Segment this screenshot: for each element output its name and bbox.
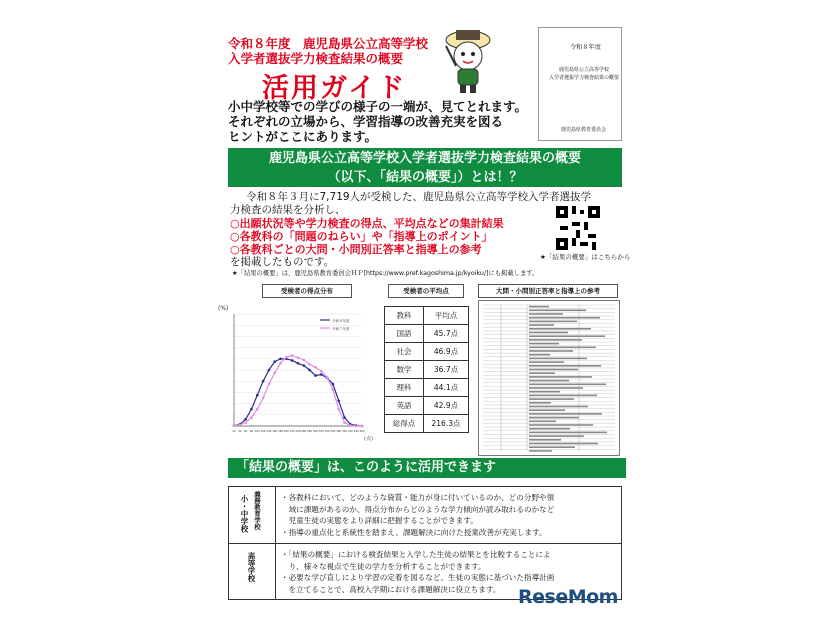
- x-tick-label: 100: [254, 430, 260, 433]
- subject-cell: 国語: [385, 325, 424, 343]
- legend-label: 令和８年度: [332, 319, 350, 323]
- x-tick-label: 420: [347, 430, 353, 433]
- rate-text-block: [529, 443, 598, 445]
- x-tick-label: 180: [278, 430, 284, 433]
- data-point: [343, 416, 346, 419]
- data-point: [268, 383, 271, 386]
- row1-line-4: ・指導の重点化と系統性を踏まえ、課題解決に向けた授業改善が充実します。: [281, 527, 547, 537]
- data-point: [337, 400, 340, 403]
- x-tick-label: 440: [353, 430, 359, 433]
- data-point: [233, 424, 236, 427]
- guide-heading: 活用ガイド: [262, 73, 407, 104]
- data-point: [250, 408, 253, 411]
- data-point: [273, 372, 276, 375]
- rate-text-block: [529, 387, 583, 389]
- x-tick-label: 460: [359, 430, 365, 433]
- avg-table-header: [385, 307, 469, 325]
- data-point: [314, 366, 317, 369]
- legend-label: 令和７年度: [332, 327, 350, 331]
- data-point: [279, 362, 282, 365]
- section1-band-line2: （以下、「結果の概要」）とは！？: [327, 170, 523, 185]
- avg-table-row: [385, 343, 469, 361]
- data-point: [291, 354, 294, 357]
- data-point: [262, 380, 265, 383]
- data-point: [256, 394, 259, 397]
- row1-line-3: 児童生徒の実態をより詳細に把握することができます。: [281, 516, 478, 525]
- rate-text-block: [529, 380, 569, 382]
- x-tick-label: 340: [324, 430, 330, 433]
- score-cell: 216.3点: [424, 415, 469, 433]
- data-point: [308, 363, 311, 366]
- data-point: [256, 408, 259, 411]
- data-point: [297, 362, 300, 365]
- avg-table-row: [385, 397, 469, 415]
- x-tick-label: 220: [289, 430, 295, 433]
- row1-line-1: ・各教科において、どのような資質・能力が身に付いているのか、どの分野や領: [281, 493, 555, 502]
- data-point: [250, 416, 253, 419]
- x-tick-label: 260: [301, 430, 307, 433]
- data-point: [244, 418, 247, 421]
- rate-text-block: [529, 439, 561, 441]
- x-axis-label: (点): [364, 436, 373, 442]
- section1-para-end: を掲載したものです。: [230, 256, 335, 268]
- row2-label-cell: [229, 544, 276, 599]
- subject-cell: 英語: [385, 397, 424, 415]
- data-point: [268, 369, 271, 372]
- avg-header-cell: 平均点: [424, 307, 469, 325]
- cover-document-thumbnail: [538, 27, 622, 141]
- x-tick-label: 80: [249, 430, 254, 433]
- rate-text-block: [529, 421, 556, 423]
- row1-sub-label: 義務教育学校: [253, 491, 261, 530]
- data-point: [262, 397, 265, 400]
- row2-line-4: を立てることで、高校入学期における課題解決に役立ちます。: [281, 584, 501, 594]
- cover-line3: 入学者選抜学力検査結果の概要: [549, 75, 620, 81]
- rate-text-block: [529, 391, 560, 393]
- x-tick-label: 120: [260, 430, 266, 433]
- rate-text-block: [529, 409, 565, 411]
- rate-text-block: [529, 321, 577, 323]
- x-tick-label: 40: [238, 430, 242, 433]
- subject-cell: 社会: [385, 343, 424, 361]
- intro-line3: ヒントがここにあります。: [228, 129, 378, 144]
- rate-text-block: [529, 376, 592, 378]
- rate-text-block: [529, 324, 554, 326]
- avg-table-row: [385, 325, 469, 343]
- x-tick-label: 20: [232, 430, 236, 433]
- rate-text-block: [529, 372, 555, 374]
- score-distribution-chart: [216, 300, 376, 450]
- section1-para-line1: 令和８年３月に7,719人が受検した、鹿児島県公立高等学校入学者選抜学: [246, 191, 592, 203]
- rate-text-block: [529, 358, 587, 360]
- avg-table-row: [385, 379, 469, 397]
- rate-text-block: [529, 450, 552, 452]
- series-line: [234, 355, 362, 426]
- x-tick-label: 60: [243, 430, 248, 433]
- section1-para-line2: 力検査の結果を分析し、: [230, 204, 346, 216]
- row1-line-2: 域に課題があるのか、得点分布からどのような学力傾向が読み取れるのかなど: [281, 504, 555, 514]
- web-note: ★「結果の概要」は、鹿児島県教育委員会ＨＰ[https://www.pref.kagoshima.jp/kyoiku/]にも掲載します。: [232, 270, 539, 277]
- x-tick-label: 360: [330, 430, 336, 433]
- rate-text-block: [529, 395, 597, 397]
- resemom-logo: ReseMom: [518, 586, 618, 608]
- score-cell: 44.1点: [424, 379, 469, 397]
- rate-text-block: [529, 310, 586, 312]
- rate-text-block: [529, 347, 596, 349]
- x-tick-label: 400: [342, 430, 348, 433]
- rate-text-block: [529, 335, 605, 337]
- data-point: [332, 388, 335, 391]
- cover-line2: 鹿児島県公立高等学校: [559, 67, 610, 73]
- y-axis-label: (%): [218, 305, 229, 312]
- x-tick-label: 200: [283, 430, 289, 433]
- section1-item-3: ○各教科ごとの大問・小問別正答率と指導上の参考: [230, 243, 482, 256]
- x-tick-label: 240: [295, 430, 301, 433]
- rate-text-block: [529, 313, 563, 315]
- x-tick-label: 320: [318, 430, 324, 433]
- avg-table: [384, 306, 469, 433]
- rate-text-block: [529, 402, 551, 404]
- data-point: [355, 425, 358, 428]
- data-point: [314, 374, 317, 377]
- rate-text-block: [529, 435, 584, 437]
- subject-cell: 総得点: [385, 415, 424, 433]
- x-tick-label: 280: [307, 430, 313, 433]
- rate-text-block: [529, 432, 607, 434]
- data-point: [349, 424, 352, 427]
- rate-table-image: [478, 300, 620, 456]
- subject-cell: 数学: [385, 361, 424, 379]
- row2-label: 高等学校: [247, 552, 256, 582]
- rate-text-block: [529, 428, 570, 430]
- x-tick-label: 300: [312, 430, 318, 433]
- row-divider: [276, 543, 621, 544]
- data-point: [308, 369, 311, 372]
- section1-item-2: ○各教科の「問題のねらい」や「指導上のポイント」: [230, 230, 493, 243]
- dist-panel-title: 受検者の得点分布: [262, 284, 352, 298]
- x-tick-label: 380: [336, 430, 342, 433]
- rate-text-block: [529, 343, 559, 345]
- rate-text-block: [529, 369, 578, 371]
- data-point: [343, 421, 346, 424]
- data-point: [273, 360, 276, 363]
- row2-line-1: ・「結果の概要」における検査結果と入学した生徒の結果とを比較することによ: [281, 550, 551, 559]
- row1-label: 小・中学校: [240, 495, 249, 533]
- rate-text-block: [529, 398, 574, 400]
- data-point: [239, 424, 242, 427]
- data-point: [303, 364, 306, 367]
- mascot-illustration: [438, 26, 498, 96]
- avg-header-cell: 教科: [385, 307, 424, 325]
- rate-text-block: [529, 361, 564, 363]
- row1-label-cell: [229, 487, 276, 544]
- data-point: [320, 370, 323, 373]
- x-tick-label: 140: [266, 430, 272, 433]
- title-line2: 入学者選抜学力検査結果の概要: [228, 51, 404, 66]
- score-cell: 45.7点: [424, 325, 469, 343]
- rate-text-block: [529, 328, 591, 330]
- rate-text-block: [529, 339, 582, 341]
- section1-item-1: ○出願状況等や学力検査の得点、平均点などの集計結果: [230, 217, 504, 230]
- data-point: [332, 383, 335, 386]
- row2-line-2: り、様々な視点で生徒の学力を分析することができます。: [281, 561, 486, 571]
- data-point: [285, 356, 288, 359]
- score-cell: 36.7点: [424, 361, 469, 379]
- qr-note: ★「結果の概要」はこちらから: [540, 253, 631, 261]
- data-point: [244, 421, 247, 424]
- rate-text-block: [529, 350, 573, 352]
- data-point: [361, 425, 364, 428]
- section2-band: 「結果の概要」は、このように活用できます: [228, 458, 626, 478]
- avg-table-wrapper: [384, 306, 469, 433]
- section1-band-line1: 鹿児島県公立高等学校入学者選抜学力検査結果の概要: [268, 151, 581, 166]
- section1-band: [228, 148, 622, 187]
- data-point: [326, 376, 329, 379]
- usage-table: [228, 486, 622, 600]
- cover-line1: 令和８年度: [570, 44, 601, 51]
- rate-panel-title: 大問・小問別正答率と指導上の参考: [478, 284, 618, 298]
- data-point: [279, 358, 282, 361]
- intro-line1: 小中学校等での学びの様子の一端が、見てとれます。: [228, 99, 528, 114]
- rate-text-block: [529, 413, 602, 415]
- data-point: [297, 356, 300, 359]
- avg-table-row: [385, 361, 469, 379]
- score-cell: 42.9点: [424, 397, 469, 415]
- row2-text: [281, 549, 554, 595]
- avg-table-row: [385, 415, 469, 433]
- qr-code[interactable]: [556, 206, 600, 250]
- rate-text-block: [529, 417, 579, 419]
- row1-text: [281, 492, 554, 538]
- title-line1: 令和８年度 鹿児島県公立高等学校: [228, 36, 429, 51]
- rate-text-block: [529, 384, 606, 386]
- rate-text-block: [529, 317, 600, 319]
- cover-footer: 鹿児島県教育委員会: [561, 127, 607, 133]
- rate-text-block: [529, 332, 568, 334]
- rate-text-block: [529, 424, 593, 426]
- rate-text-block: [529, 446, 575, 448]
- subject-cell: 理科: [385, 379, 424, 397]
- rate-text-block: [529, 306, 549, 308]
- x-tick-label: 160: [272, 430, 278, 433]
- data-point: [291, 359, 294, 362]
- intro-line2: それぞれの立場から、学習指導の改善充実を図る: [228, 114, 504, 129]
- rate-text-block: [529, 354, 550, 356]
- rate-text-block: [529, 365, 601, 367]
- avg-panel-title: 受検者の平均点: [388, 284, 464, 298]
- data-point: [320, 373, 323, 376]
- data-point: [337, 408, 340, 411]
- data-point: [303, 359, 306, 362]
- score-cell: 46.9点: [424, 343, 469, 361]
- row2-line-3: ・必要な学び直しにより学習の定着を図るなど、生徒の実態に基づいた指導計画: [281, 573, 555, 582]
